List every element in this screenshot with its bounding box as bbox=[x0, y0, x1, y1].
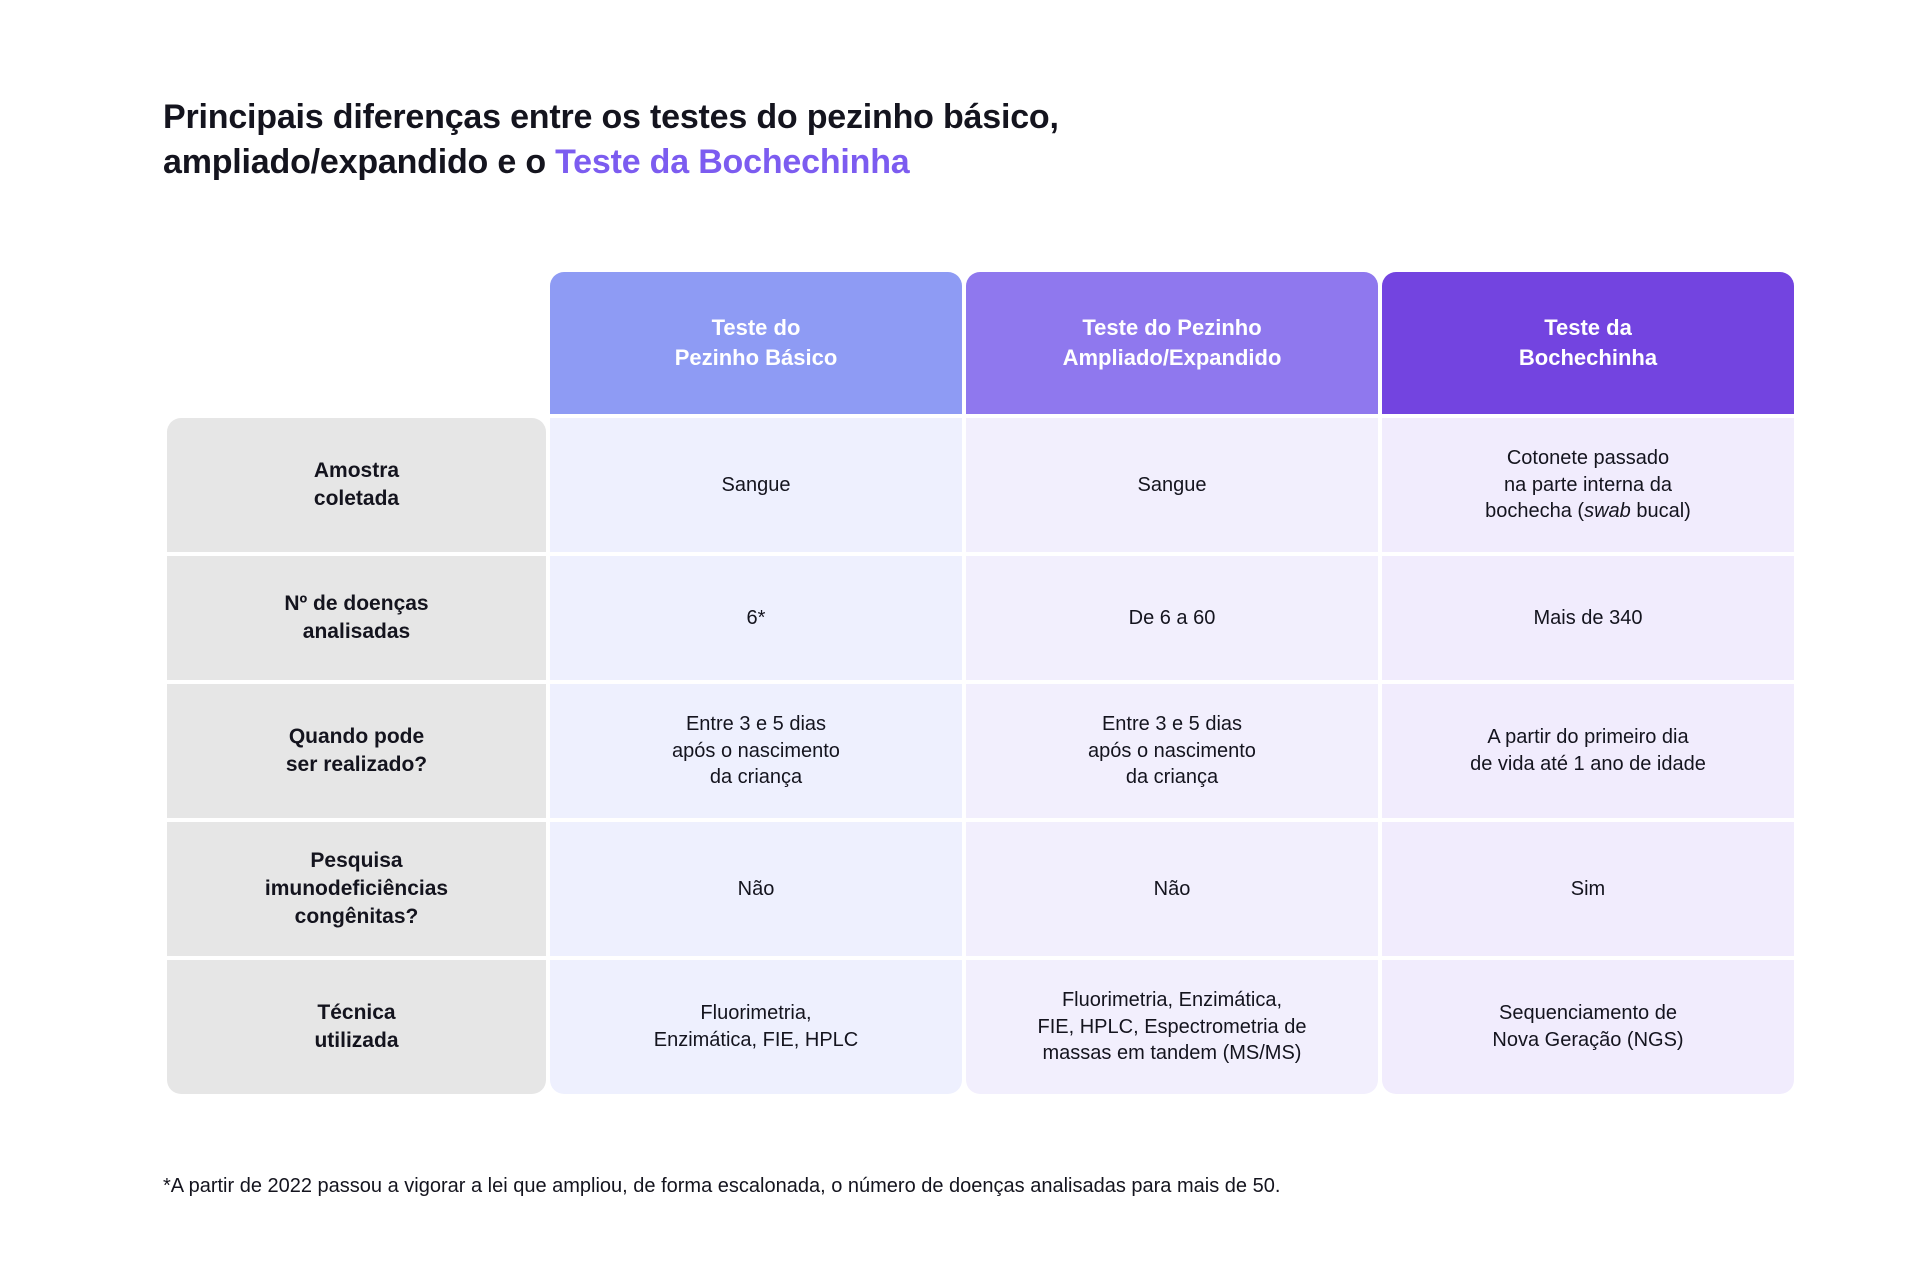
column-header-line: Teste do bbox=[711, 315, 801, 341]
cell-line: A partir do primeiro dia bbox=[1487, 726, 1689, 749]
table-header-row bbox=[167, 272, 1794, 414]
cell-line: Entre 3 e 5 dias bbox=[1101, 713, 1243, 736]
page-title bbox=[163, 95, 1563, 185]
cell-line-swab: bochecha (swab bucal) bbox=[1485, 500, 1691, 523]
table-row bbox=[167, 822, 1794, 956]
table-row bbox=[167, 418, 1794, 552]
cell-amostra-bochechinha bbox=[1382, 418, 1794, 552]
cell-quando-bochechinha bbox=[1382, 684, 1794, 818]
cell-imuno-ampliado bbox=[966, 822, 1378, 956]
row-label-line: Pesquisa bbox=[310, 849, 403, 873]
cell-line: Sim bbox=[1570, 877, 1606, 900]
table-row bbox=[167, 556, 1794, 680]
comparison-table-wrapper bbox=[163, 268, 1788, 1098]
cell-tecnica-bochechinha bbox=[1382, 960, 1794, 1094]
cell-imuno-basico bbox=[550, 822, 962, 956]
row-label-line: Amostra bbox=[313, 459, 400, 483]
row-label-line: coletada bbox=[313, 487, 400, 510]
cell-line: Sequenciamento de bbox=[1499, 1002, 1677, 1025]
row-label-line: Técnica bbox=[317, 1001, 396, 1025]
row-label-line: analisadas bbox=[302, 620, 411, 643]
row-label-imunodeficiencias bbox=[167, 822, 546, 956]
cell-line: Fluorimetria, Enzimática, bbox=[1061, 989, 1283, 1012]
cell-tecnica-basico bbox=[550, 960, 962, 1094]
cell-amostra-ampliado bbox=[966, 418, 1378, 552]
cell-line: Mais de 340 bbox=[1533, 606, 1643, 629]
row-label-line: congênitas? bbox=[294, 904, 419, 928]
cell-line: Fluorimetria, bbox=[700, 1002, 812, 1025]
column-header-line: Ampliado/Expandido bbox=[1062, 345, 1282, 370]
page-title-line2-prefix: ampliado/expandido e o bbox=[163, 142, 556, 181]
cell-line: Cotonete passado bbox=[1506, 447, 1670, 470]
table-row bbox=[167, 684, 1794, 818]
table-row bbox=[167, 960, 1794, 1094]
cell-line: da criança bbox=[1125, 766, 1219, 789]
cell-line: de vida até 1 ano de idade bbox=[1470, 753, 1706, 775]
column-header-line: Teste do Pezinho bbox=[1082, 315, 1262, 341]
cell-line: De 6 a 60 bbox=[1128, 606, 1216, 629]
row-label-line: ser realizado? bbox=[285, 753, 428, 776]
cell-line: Sangue bbox=[1137, 473, 1207, 496]
cell-line: Nova Geração (NGS) bbox=[1492, 1029, 1684, 1051]
cell-line: da criança bbox=[709, 766, 803, 789]
cell-doencas-basico bbox=[550, 556, 962, 680]
cell-line: massas em tandem (MS/MS) bbox=[1042, 1042, 1302, 1065]
column-header-line: Bochechinha bbox=[1518, 345, 1658, 370]
column-header-pezinho-basico bbox=[550, 272, 962, 414]
footnote: *A partir de 2022 passou a vigorar a lei que ampliou, de forma escalonada, o número de doenças analisadas para mais de 50. bbox=[163, 1175, 1281, 1197]
row-label-quando-realizado bbox=[167, 684, 546, 818]
cell-doencas-bochechinha bbox=[1382, 556, 1794, 680]
column-header-line: Pezinho Básico bbox=[674, 345, 838, 370]
page-title-line1: Principais diferenças entre os testes do pezinho básico, bbox=[163, 98, 1059, 136]
cell-imuno-bochechinha bbox=[1382, 822, 1794, 956]
comparison-table bbox=[163, 268, 1798, 1098]
cell-doencas-ampliado bbox=[966, 556, 1378, 680]
cell-line: Não bbox=[737, 877, 775, 900]
table-corner-cell bbox=[167, 272, 546, 414]
cell-quando-basico bbox=[550, 684, 962, 818]
column-header-bochechinha bbox=[1382, 272, 1794, 414]
cell-line: Não bbox=[1153, 877, 1191, 900]
column-header-line: Teste da bbox=[1544, 315, 1632, 341]
cell-line: na parte interna da bbox=[1504, 473, 1672, 496]
cell-line: FIE, HPLC, Espectrometria de bbox=[1037, 1015, 1307, 1038]
row-label-line: Nº de doenças bbox=[284, 592, 429, 616]
cell-line: Enzimática, FIE, HPLC bbox=[653, 1029, 859, 1051]
cell-line: Entre 3 e 5 dias bbox=[685, 713, 827, 736]
cell-tecnica-ampliado bbox=[966, 960, 1378, 1094]
row-label-amostra-coletada bbox=[167, 418, 546, 552]
row-label-line: imunodeficiências bbox=[264, 877, 449, 901]
cell-line: após o nascimento bbox=[1088, 739, 1256, 762]
cell-line: 6* bbox=[746, 606, 766, 629]
column-header-pezinho-ampliado bbox=[966, 272, 1378, 414]
cell-amostra-basico bbox=[550, 418, 962, 552]
page-title-highlight: Teste da Bochechinha bbox=[555, 142, 910, 181]
cell-italic-word: swab bbox=[1584, 500, 1631, 523]
cell-line: após o nascimento bbox=[672, 739, 840, 762]
row-label-line: Quando pode bbox=[288, 725, 425, 749]
row-label-numero-doencas bbox=[167, 556, 546, 680]
cell-line: Sangue bbox=[721, 473, 791, 496]
row-label-tecnica-utilizada bbox=[167, 960, 546, 1094]
cell-quando-ampliado bbox=[966, 684, 1378, 818]
row-label-line: utilizada bbox=[314, 1029, 399, 1052]
